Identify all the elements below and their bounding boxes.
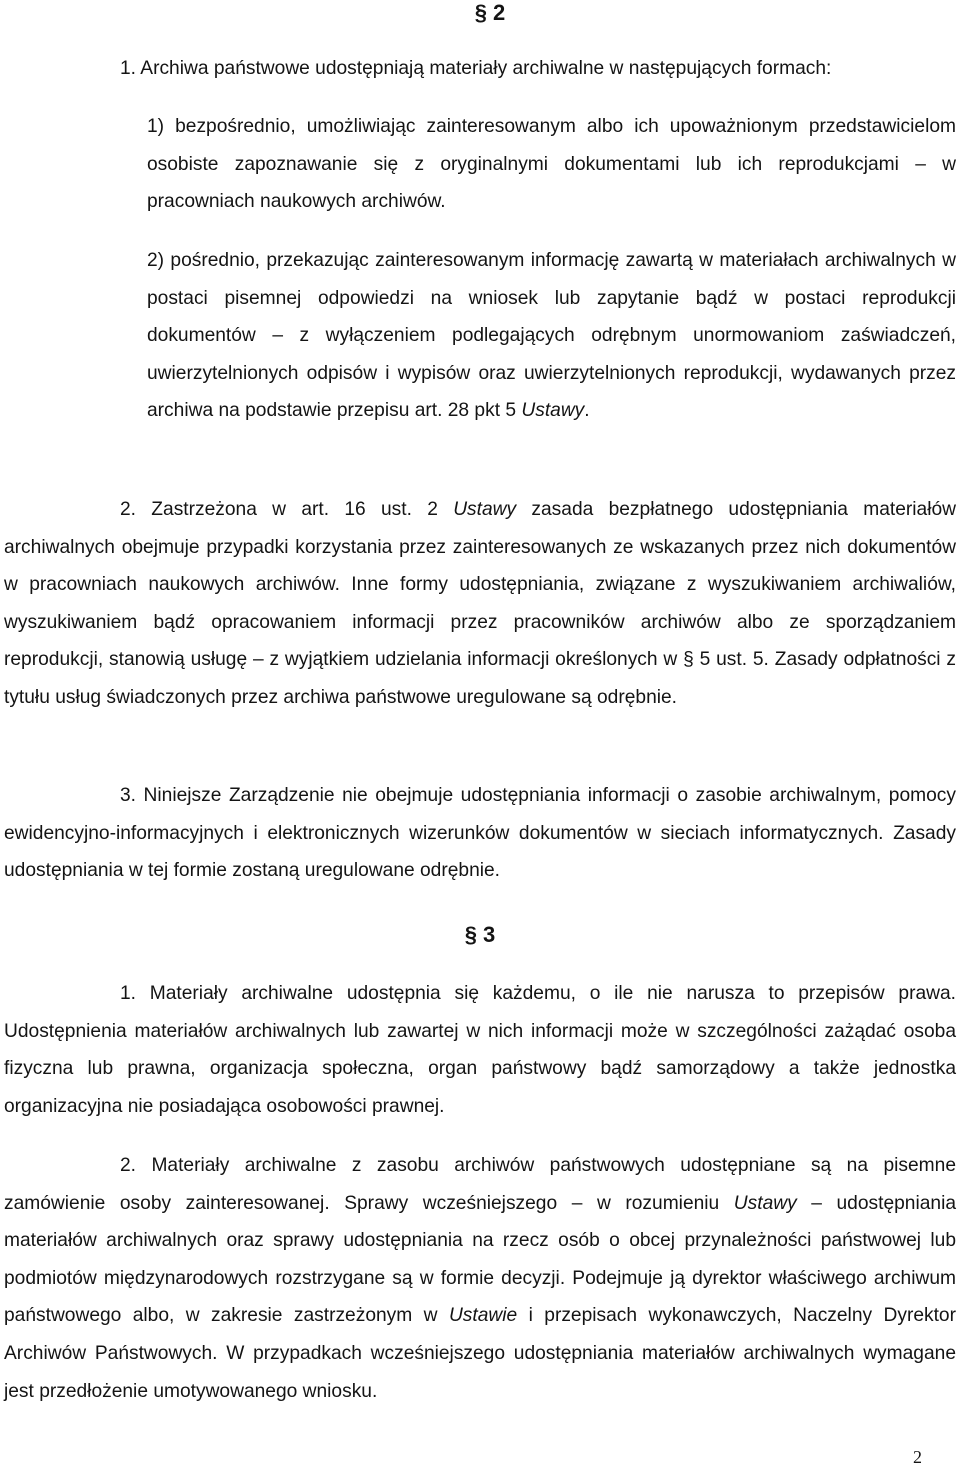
ustawy-reference: Ustawy [733, 1192, 797, 1214]
ustawie-reference: Ustawie [448, 1305, 518, 1327]
section-3-paragraph-2 [4, 1147, 956, 1410]
section-2-heading: § 2 [474, 0, 506, 25]
item-2-text: 2) pośrednio, przekazując zainteresowanym informację zawartą w materiałach archiwalnych w postaci pisemnej odpowiedzi na wniosek lub zapytanie bądź w postaci reprodukcji dokumentów – z wyłączeniem podlegających odrębnym unormowaniom zaświadczeń, uwierzytelnionych odpisów i wypisów oraz uwierzytelnionych reprodukcji, wydawanych przez archiwa na podstawie przepisu art. 28 pkt 5 [147, 250, 956, 422]
ustawy-reference: Ustawy [521, 400, 585, 422]
ustawy-reference: Ustawy [453, 499, 517, 520]
section-2-paragraph-1-intro: 1. Archiwa państwowe udostępniają materiały archiwalne w następujących formach: [120, 58, 832, 79]
section-3-heading: § 3 [464, 922, 496, 947]
section-3-paragraph-1: 1. Materiały archiwalne udostępnia się każdemu, o ile nie narusza to przepisów prawa. Udostępnienia materiałów archiwalnych lub zawartej w nich informacji może w szczególności zażądać osoba fizyczna lub prawna, organizacja społeczna, organ państwowy bądź samorządowy a także jednostka organizacyjna nie posiadająca osobowości prawnej. [4, 983, 956, 1117]
s3p2-text-mid: – udostępniania materiałów archiwalnych oraz sprawy udostępniania na rzecz osób o obcej przynależności państwowej lub podmiotów międzynarodowych rozstrzygane są w formie decyzji. Podejmuje ją dyrektor właściwego archiwum państwowego albo, w zakresie zastrzeżonym w [4, 1192, 957, 1327]
section-2-paragraph-1-item-2 [147, 242, 956, 430]
p2-text-rest: zasada bezpłatnego udostępniania materiałów archiwalnych obejmuje przypadki korzystania przez zainteresowanych ze wskazanych przez nich dokumentów w pracowniach naukowych archiwów. Inne formy udostępniania, związane z wyszukiwaniem archiwaliów, wyszukiwaniem bądź opracowaniem informacji przez pracowników archiwów albo ze sporządzaniem reprodukcji, stanowią usługę – z wyjątkiem udzielania informacji określonych w § 5 ust. 5. Zasady odpłatności z tytułu usług świadczonych przez archiwa państwowe uregulowane są odrębnie. [4, 499, 956, 708]
section-2-paragraph-2 [4, 491, 956, 717]
p2-text-start: 2. Zastrzeżona w art. 16 ust. 2 [120, 499, 454, 520]
section-2-paragraph-3: 3. Niniejsze Zarządzenie nie obejmuje udostępniania informacji o zasobie archiwalnym, pomocy ewidencyjno-informacyjnych i elektronicznych wizerunków dokumentów w sieciach informatycznych. Zasady udostępniania w tej formie zostaną uregulowane odrębnie. [4, 785, 956, 882]
s3p2-text-end: i przepisach wykonawczych, Naczelny Dyrektor Archiwów Państwowych. W przypadkach wcześniejszego udostępniania materiałów archiwalnych wymagane jest przedłożenie umotywowanego wniosku. [4, 1305, 956, 1402]
s3p2-text-start: 2. Materiały archiwalne z zasobu archiwów państwowych udostępniane są na pisemne zamówienie osoby zainteresowanej. Sprawy wcześniejszego – w rozumieniu [4, 1155, 956, 1214]
section-2-paragraph-1-item-1: 1) bezpośrednio, umożliwiając zainteresowanym albo ich upoważnionym przedstawicielom osobiste zapoznawanie się z oryginalnymi dokumentami lub ich reprodukcjami – w pracowniach naukowych archiwów. [147, 116, 956, 213]
item-2-end: . [584, 400, 590, 422]
page-number: 2 [913, 1447, 922, 1467]
